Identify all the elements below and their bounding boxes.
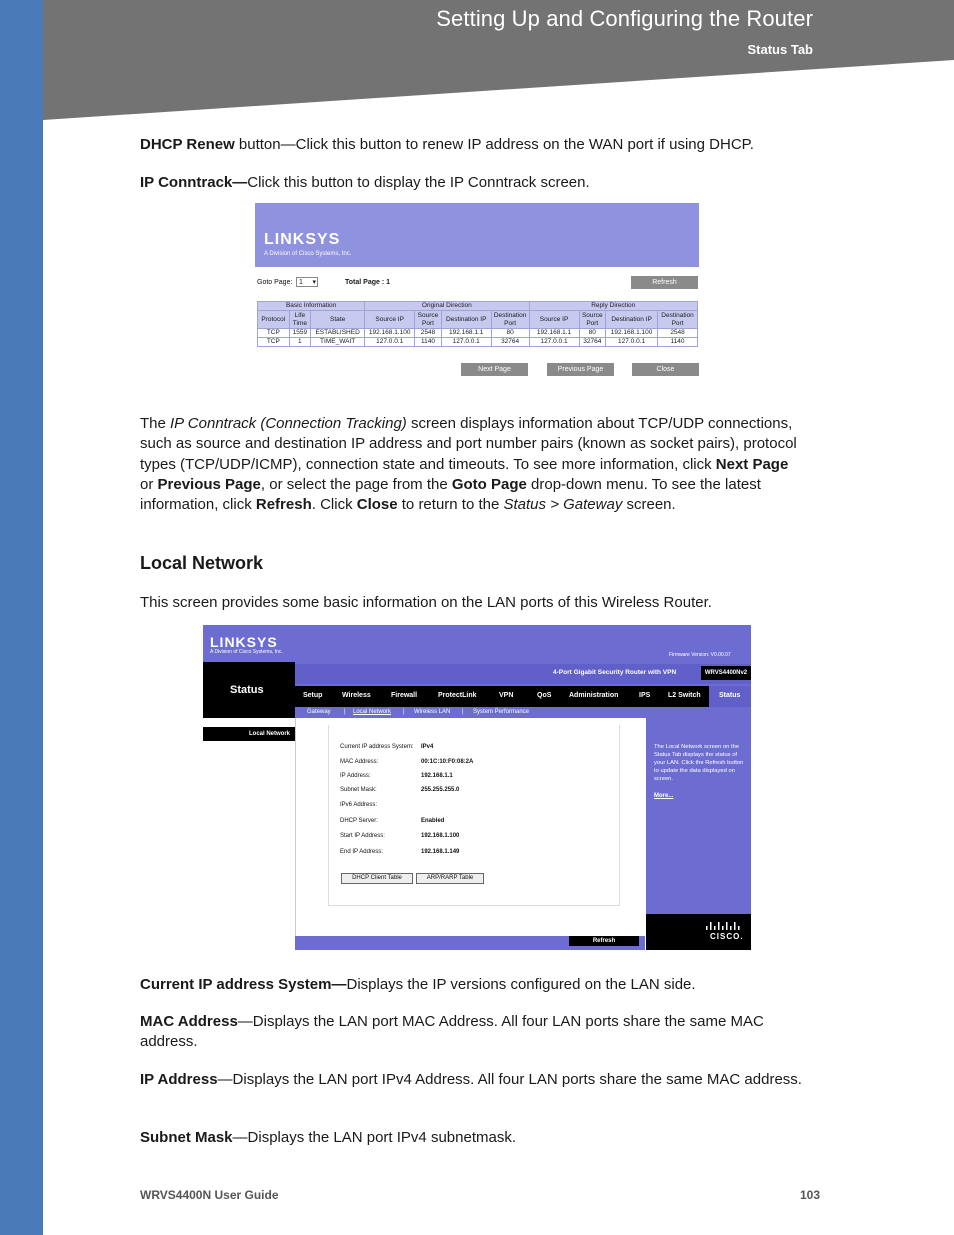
previous-page-button[interactable]: Previous Page: [547, 363, 614, 376]
subtab-wireless-lan[interactable]: Wireless LAN: [414, 709, 451, 715]
table-cell: 32764: [579, 338, 606, 347]
desc-bold: Refresh: [255, 496, 312, 514]
subnet-mask-term: Subnet Mask: [140, 1129, 233, 1146]
model-badge: WRVS4400Nv2: [701, 666, 751, 680]
header-title: Setting Up and Configuring the Router: [436, 6, 813, 31]
desc-bold: Next Page: [715, 455, 789, 473]
desc-text: The: [140, 415, 171, 432]
desc-text: or: [140, 475, 158, 493]
status-section-label: Status: [230, 684, 264, 696]
mac-address-term: MAC Address: [140, 1013, 238, 1030]
table-cell: 192.168.1.100: [606, 329, 658, 338]
table-cell: 127.0.0.1: [441, 338, 491, 347]
ip-address-paragraph: [140, 1070, 805, 1090]
field-label: IP Address:: [340, 773, 371, 779]
desc-italic: Status > Gateway: [503, 496, 623, 514]
desc-text: to return to the: [397, 496, 504, 514]
table-cell: 1140: [415, 338, 442, 347]
page-header: [43, 0, 954, 122]
field-value: IPv4: [421, 744, 434, 750]
field-value: 192.168.1.1: [421, 773, 453, 779]
dhcp-renew-paragraph: [140, 135, 805, 155]
tab-setup[interactable]: Setup: [303, 692, 323, 699]
table-cell: 80: [491, 329, 529, 338]
table-column-header-row: [258, 311, 698, 329]
subnav-separator: |: [344, 709, 346, 715]
tab-qos[interactable]: QoS: [537, 692, 552, 699]
refresh-button[interactable]: Refresh: [631, 276, 698, 289]
column-header: Destination Port: [491, 311, 529, 329]
field-value: 192.168.1.149: [421, 849, 460, 855]
desc-text: . Click: [311, 496, 357, 514]
table-cell: 127.0.0.1: [606, 338, 658, 347]
field-value: 192.168.1.100: [421, 833, 460, 839]
table-cell: 192.168.1.1: [441, 329, 491, 338]
next-page-button[interactable]: Next Page: [461, 363, 528, 376]
group-header: Original Direction: [365, 302, 529, 311]
current-ip-paragraph: [140, 975, 805, 995]
subtab-gateway[interactable]: Gateway: [307, 709, 331, 715]
linksys-logo: LINKSYS: [264, 231, 341, 248]
tab-l2-switch[interactable]: L2 Switch: [668, 692, 701, 699]
column-header: Source IP: [529, 311, 579, 329]
table-row: [258, 329, 698, 338]
table-cell: 1140: [658, 338, 698, 347]
field-value: 255.255.255.0: [421, 787, 460, 793]
desc-text: , or select the page from the: [260, 475, 452, 493]
table-cell: 127.0.0.1: [365, 338, 415, 347]
column-header: Life Time: [289, 311, 310, 329]
subnav-separator: |: [462, 709, 464, 715]
tab-vpn[interactable]: VPN: [499, 692, 514, 699]
desc-text: screen displays information about TCP/UDP connections, such as source and destination IP address and port number pairs (known as socket pairs), protocol types (TCP/UDP/ICMP), connection state and timeouts. To see more information, click: [140, 415, 797, 473]
table-row: [258, 338, 698, 347]
tab-wireless[interactable]: Wireless: [342, 692, 371, 699]
subtab-local-network[interactable]: Local Network: [353, 709, 392, 715]
table-cell: ESTABLISHED: [311, 329, 365, 338]
chevron-down-icon: ▾: [312, 279, 316, 286]
column-header: Source Port: [579, 311, 606, 329]
field-label: DHCP Server:: [340, 818, 378, 824]
tab-firewall[interactable]: Firewall: [391, 692, 418, 699]
subnet-mask-paragraph: [140, 1128, 805, 1148]
more-link[interactable]: More...: [654, 793, 674, 799]
sidebar-item-local-network[interactable]: Local Network: [203, 727, 295, 741]
dhcp-renew-term: DHCP Renew: [140, 136, 235, 153]
footer-page-number: 103: [800, 1188, 821, 1202]
field-label: IPv6 Address:: [340, 802, 378, 808]
total-page-label: Total Page : 1: [345, 279, 390, 286]
ip-conntrack-paragraph: [140, 173, 805, 193]
tab-protectlink[interactable]: ProtectLink: [438, 692, 477, 699]
tab-administration[interactable]: Administration: [569, 692, 619, 699]
left-menu: [203, 718, 295, 950]
column-header: Source IP: [365, 311, 415, 329]
field-label: MAC Address:: [340, 759, 379, 765]
subtab-system-performance[interactable]: System Performance: [473, 709, 530, 715]
table-cell: TIME_WAIT: [311, 338, 365, 347]
column-header: Protocol: [258, 311, 290, 329]
linksys-logo: LINKSYS: [210, 634, 278, 650]
table-group-header-row: [258, 302, 698, 311]
ip-address-term: IP Address: [140, 1071, 218, 1088]
table-cell: 2548: [415, 329, 442, 338]
cisco-logo-block: [646, 914, 751, 950]
linksys-logo-sub: A Division of Cisco Systems, Inc.: [210, 649, 283, 655]
field-label: Current IP address System:: [340, 744, 414, 750]
field-label: End IP Address:: [340, 849, 383, 855]
section-heading: Local Network: [140, 553, 264, 573]
column-header: State: [311, 311, 365, 329]
goto-page-value: 1: [299, 279, 303, 286]
goto-page-label: Goto Page:: [257, 279, 293, 286]
group-header: Basic Information: [258, 302, 365, 311]
field-value: Enabled: [421, 818, 445, 824]
firmware-version: Firmware Version: V0.00.07: [669, 652, 731, 658]
cisco-logo: CISCO.: [710, 932, 744, 941]
desc-text: screen.: [622, 496, 676, 514]
table-cell: 192.168.1.100: [365, 329, 415, 338]
linksys-logo-sub: A Division of Cisco Systems, Inc.: [264, 251, 352, 257]
dhcp-client-table-button[interactable]: DHCP Client Table: [341, 873, 413, 884]
ip-address-text: —Displays the LAN port IPv4 Address. All four LAN ports share the same MAC address.: [217, 1071, 802, 1088]
goto-page-select[interactable]: [296, 277, 318, 287]
field-value: 00:1C:10:F0:08:2A: [421, 759, 474, 765]
desc-bold: Previous Page: [157, 475, 261, 493]
footer-guide-title: WRVS4400N User Guide: [140, 1188, 279, 1202]
table-cell: 1559: [289, 329, 310, 338]
close-button[interactable]: Close: [632, 363, 699, 376]
current-ip-term: Current IP address System—: [140, 976, 347, 993]
local-network-screenshot: [203, 625, 751, 950]
status-section-block: [203, 662, 295, 718]
table-cell: 1: [289, 338, 310, 347]
table-cell: TCP: [258, 329, 290, 338]
left-color-bar: [0, 0, 43, 1235]
product-bar: [295, 664, 751, 684]
header-subtitle: Status Tab: [747, 42, 813, 57]
product-name: 4-Port Gigabit Security Router with VPN: [553, 669, 677, 676]
tab-ips[interactable]: IPS: [639, 692, 651, 699]
current-ip-text: Displays the IP versions configured on the LAN side.: [346, 976, 696, 993]
table-cell: 2548: [658, 329, 698, 338]
mac-address-paragraph: [140, 1012, 805, 1053]
table-cell: 192.168.1.1: [529, 329, 579, 338]
table-cell: TCP: [258, 338, 290, 347]
column-header: Source Port: [415, 311, 442, 329]
desc-text: drop-down menu. To see the latest information, click: [140, 475, 761, 514]
section-intro: This screen provides some basic information on the LAN ports of this Wireless Router.: [140, 594, 712, 611]
column-header: Destination IP: [441, 311, 491, 329]
conntrack-table: [257, 301, 698, 347]
subnav-separator: |: [403, 709, 405, 715]
subnet-mask-text: —Displays the LAN port IPv4 subnetmask.: [232, 1129, 516, 1146]
refresh-button[interactable]: Refresh: [569, 936, 639, 946]
column-header: Destination IP: [606, 311, 658, 329]
dhcp-renew-text: button—Click this button to renew IP address on the WAN port if using DHCP.: [234, 136, 754, 153]
field-label: Start IP Address:: [340, 833, 385, 839]
ip-conntrack-term: IP Conntrack—: [140, 174, 248, 191]
desc-bold: Goto Page: [451, 475, 527, 493]
mac-address-text: —Displays the LAN port MAC Address. All four LAN ports share the same MAC address.: [140, 1013, 764, 1051]
conntrack-description: [140, 414, 805, 515]
field-label: Subnet Mask:: [340, 787, 377, 793]
ip-conntrack-screenshot: [255, 203, 699, 388]
table-cell: 127.0.0.1: [529, 338, 579, 347]
column-header: Destination Port: [658, 311, 698, 329]
ip-conntrack-text: Click this button to display the IP Conntrack screen.: [247, 174, 590, 191]
help-text: The Local Network screen on the Status Tab displays the status of your LAN. Click the Refresh button to update the data displayed on screen.: [654, 744, 744, 782]
desc-bold: Close: [356, 496, 398, 514]
table-cell: 80: [579, 329, 606, 338]
arp-rarp-table-button[interactable]: ARP/RARP Table: [416, 873, 484, 884]
table-cell: 32764: [491, 338, 529, 347]
tab-status[interactable]: Status: [719, 692, 741, 699]
desc-italic: IP Conntrack (Connection Tracking): [170, 415, 407, 432]
group-header: Reply Direction: [529, 302, 698, 311]
